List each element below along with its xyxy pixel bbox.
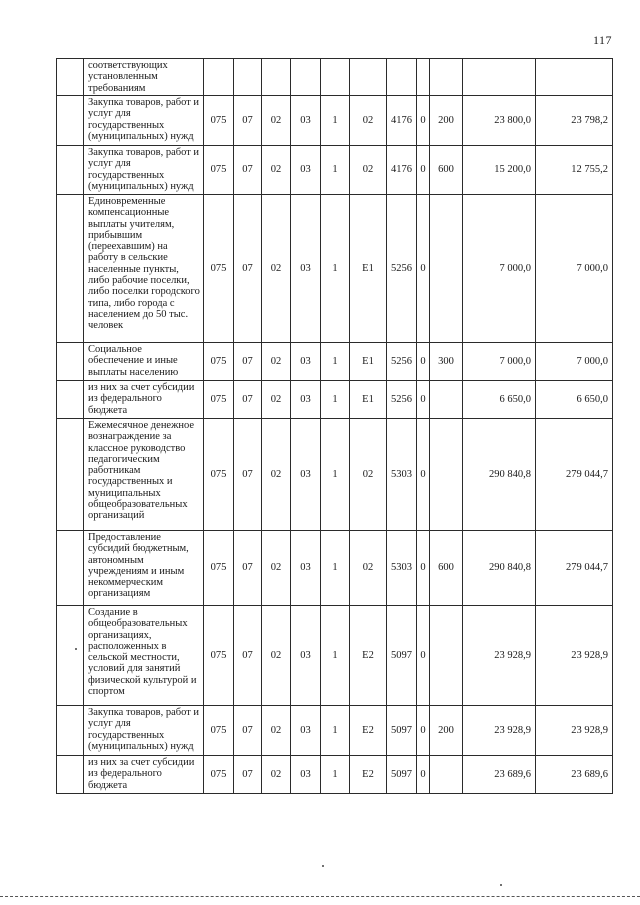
- code-cell: 0: [417, 706, 430, 756]
- amount-cell: 23 928,9: [536, 606, 613, 706]
- amount-cell: 279 044,7: [536, 419, 613, 531]
- scan-speck: [500, 884, 502, 886]
- code-cell: 02: [262, 195, 291, 343]
- code-cell: 02: [262, 419, 291, 531]
- code-cell: 4176: [387, 96, 417, 146]
- code-cell: E2: [350, 756, 387, 794]
- code-cell: 07: [234, 419, 262, 531]
- blank-cell: [57, 756, 84, 794]
- code-cell: 03: [291, 531, 321, 606]
- code-cell: 03: [291, 606, 321, 706]
- row-name: Социальное обеспечение и иные выплаты населению: [84, 343, 204, 381]
- code-cell: E1: [350, 343, 387, 381]
- code-cell: [234, 59, 262, 96]
- code-cell: 02: [262, 343, 291, 381]
- amount-cell: 290 840,8: [463, 531, 536, 606]
- table-row: [57, 381, 613, 419]
- code-cell: 200: [430, 706, 463, 756]
- code-cell: 02: [262, 96, 291, 146]
- row-name: Закупка товаров, работ и услуг для государственных (муниципальных) нужд: [84, 146, 204, 195]
- code-cell: 02: [262, 381, 291, 419]
- row-name: Единовременные компенсационные выплаты учителям, прибывшим (переехавшим) на работу в сельские населенные пункты, либо рабочие поселки, либо поселки городского типа, либо города с населением до 50 тыс. человек: [84, 195, 204, 343]
- code-cell: E1: [350, 381, 387, 419]
- code-cell: 200: [430, 96, 463, 146]
- code-cell: E2: [350, 606, 387, 706]
- code-cell: 1: [321, 606, 350, 706]
- code-cell: 02: [262, 706, 291, 756]
- blank-cell: [57, 419, 84, 531]
- amount-cell: 12 755,2: [536, 146, 613, 195]
- code-cell: 1: [321, 146, 350, 195]
- code-cell: [321, 59, 350, 96]
- amount-cell: 23 689,6: [536, 756, 613, 794]
- code-cell: E1: [350, 195, 387, 343]
- row-name: из них за счет субсидии из федерального бюджета: [84, 756, 204, 794]
- code-cell: [430, 756, 463, 794]
- amount-cell: 6 650,0: [463, 381, 536, 419]
- code-cell: [291, 59, 321, 96]
- code-cell: 075: [204, 195, 234, 343]
- code-cell: [350, 59, 387, 96]
- code-cell: 5303: [387, 531, 417, 606]
- code-cell: 02: [262, 146, 291, 195]
- code-cell: 02: [350, 96, 387, 146]
- code-cell: 075: [204, 756, 234, 794]
- code-cell: 07: [234, 756, 262, 794]
- code-cell: [430, 606, 463, 706]
- code-cell: 02: [262, 756, 291, 794]
- amount-cell: 15 200,0: [463, 146, 536, 195]
- code-cell: 0: [417, 419, 430, 531]
- amount-cell: 7 000,0: [536, 343, 613, 381]
- row-name: Создание в общеобразовательных организациях, расположенных в сельской местности, условий для занятий физической культурой и спортом: [84, 606, 204, 706]
- code-cell: 075: [204, 146, 234, 195]
- code-cell: 1: [321, 195, 350, 343]
- blank-cell: [57, 59, 84, 96]
- blank-cell: [57, 706, 84, 756]
- code-cell: 600: [430, 531, 463, 606]
- code-cell: 03: [291, 706, 321, 756]
- code-cell: 0: [417, 606, 430, 706]
- code-cell: 02: [350, 419, 387, 531]
- amount-cell: 279 044,7: [536, 531, 613, 606]
- code-cell: 0: [417, 96, 430, 146]
- code-cell: 075: [204, 381, 234, 419]
- code-cell: 03: [291, 343, 321, 381]
- table-row: [57, 146, 613, 195]
- code-cell: 5256: [387, 195, 417, 343]
- code-cell: 07: [234, 96, 262, 146]
- code-cell: 5303: [387, 419, 417, 531]
- table-row: [57, 96, 613, 146]
- code-cell: [430, 381, 463, 419]
- code-cell: [430, 195, 463, 343]
- code-cell: 075: [204, 343, 234, 381]
- code-cell: 07: [234, 606, 262, 706]
- amount-cell: 7 000,0: [463, 343, 536, 381]
- code-cell: 07: [234, 531, 262, 606]
- row-name: Закупка товаров, работ и услуг для государственных (муниципальных) нужд: [84, 96, 204, 146]
- code-cell: 03: [291, 146, 321, 195]
- blank-cell: [57, 531, 84, 606]
- code-cell: [417, 59, 430, 96]
- code-cell: [262, 59, 291, 96]
- code-cell: 5097: [387, 606, 417, 706]
- code-cell: 5256: [387, 381, 417, 419]
- code-cell: 600: [430, 146, 463, 195]
- code-cell: [387, 59, 417, 96]
- code-cell: [430, 59, 463, 96]
- table-row: [57, 756, 613, 794]
- table-row: [57, 706, 613, 756]
- amount-cell: 23 928,9: [536, 706, 613, 756]
- row-name: Предоставление субсидий бюджетным, автономным учреждениям и иным некоммерческим организациям: [84, 531, 204, 606]
- code-cell: [430, 419, 463, 531]
- blank-cell: [57, 343, 84, 381]
- code-cell: 02: [262, 606, 291, 706]
- code-cell: 1: [321, 706, 350, 756]
- amount-cell: 23 928,9: [463, 706, 536, 756]
- code-cell: 0: [417, 343, 430, 381]
- code-cell: 075: [204, 96, 234, 146]
- budget-table: [56, 58, 613, 794]
- code-cell: 03: [291, 381, 321, 419]
- code-cell: 0: [417, 381, 430, 419]
- row-name: Ежемесячное денежное вознаграждение за классное руководство педагогическим работникам государственных и муниципальных общеобразовательных организаций: [84, 419, 204, 531]
- code-cell: 0: [417, 195, 430, 343]
- code-cell: E2: [350, 706, 387, 756]
- code-cell: 0: [417, 756, 430, 794]
- code-cell: 1: [321, 343, 350, 381]
- code-cell: [204, 59, 234, 96]
- code-cell: 02: [350, 531, 387, 606]
- code-cell: 1: [321, 531, 350, 606]
- code-cell: 0: [417, 531, 430, 606]
- blank-cell: [57, 96, 84, 146]
- amount-cell: 23 800,0: [463, 96, 536, 146]
- code-cell: 075: [204, 706, 234, 756]
- code-cell: 02: [350, 146, 387, 195]
- code-cell: 02: [262, 531, 291, 606]
- table-row: [57, 59, 613, 96]
- table-row: [57, 606, 613, 706]
- code-cell: 5097: [387, 706, 417, 756]
- blank-cell: [57, 381, 84, 419]
- amount-cell: 7 000,0: [463, 195, 536, 343]
- blank-cell: [57, 195, 84, 343]
- amount-cell: 6 650,0: [536, 381, 613, 419]
- code-cell: 1: [321, 381, 350, 419]
- scan-edge-rule: [0, 896, 640, 897]
- code-cell: 075: [204, 531, 234, 606]
- code-cell: 03: [291, 419, 321, 531]
- amount-cell: 7 000,0: [536, 195, 613, 343]
- page-number: 117: [592, 33, 612, 47]
- row-name: из них за счет субсидии из федерального бюджета: [84, 381, 204, 419]
- code-cell: 5097: [387, 756, 417, 794]
- code-cell: 07: [234, 706, 262, 756]
- code-cell: 07: [234, 381, 262, 419]
- blank-cell: [57, 606, 84, 706]
- code-cell: 07: [234, 195, 262, 343]
- amount-cell: 23 928,9: [463, 606, 536, 706]
- table-row: [57, 531, 613, 606]
- table-row: [57, 343, 613, 381]
- code-cell: 1: [321, 756, 350, 794]
- code-cell: 075: [204, 419, 234, 531]
- code-cell: 4176: [387, 146, 417, 195]
- code-cell: 03: [291, 195, 321, 343]
- code-cell: 0: [417, 146, 430, 195]
- scan-speck: [75, 648, 77, 650]
- code-cell: 03: [291, 756, 321, 794]
- code-cell: 300: [430, 343, 463, 381]
- amount-cell: 290 840,8: [463, 419, 536, 531]
- amount-cell: 23 689,6: [463, 756, 536, 794]
- row-name: Закупка товаров, работ и услуг для государственных (муниципальных) нужд: [84, 706, 204, 756]
- table-row: [57, 195, 613, 343]
- code-cell: 03: [291, 96, 321, 146]
- row-name: соответствующих установленным требованиям: [84, 59, 204, 96]
- code-cell: 1: [321, 96, 350, 146]
- blank-cell: [57, 146, 84, 195]
- scan-speck: [322, 865, 324, 867]
- code-cell: 07: [234, 343, 262, 381]
- table-row: [57, 419, 613, 531]
- amount-cell: [536, 59, 613, 96]
- code-cell: 1: [321, 419, 350, 531]
- amount-cell: [463, 59, 536, 96]
- code-cell: 075: [204, 606, 234, 706]
- amount-cell: 23 798,2: [536, 96, 613, 146]
- code-cell: 07: [234, 146, 262, 195]
- code-cell: 5256: [387, 343, 417, 381]
